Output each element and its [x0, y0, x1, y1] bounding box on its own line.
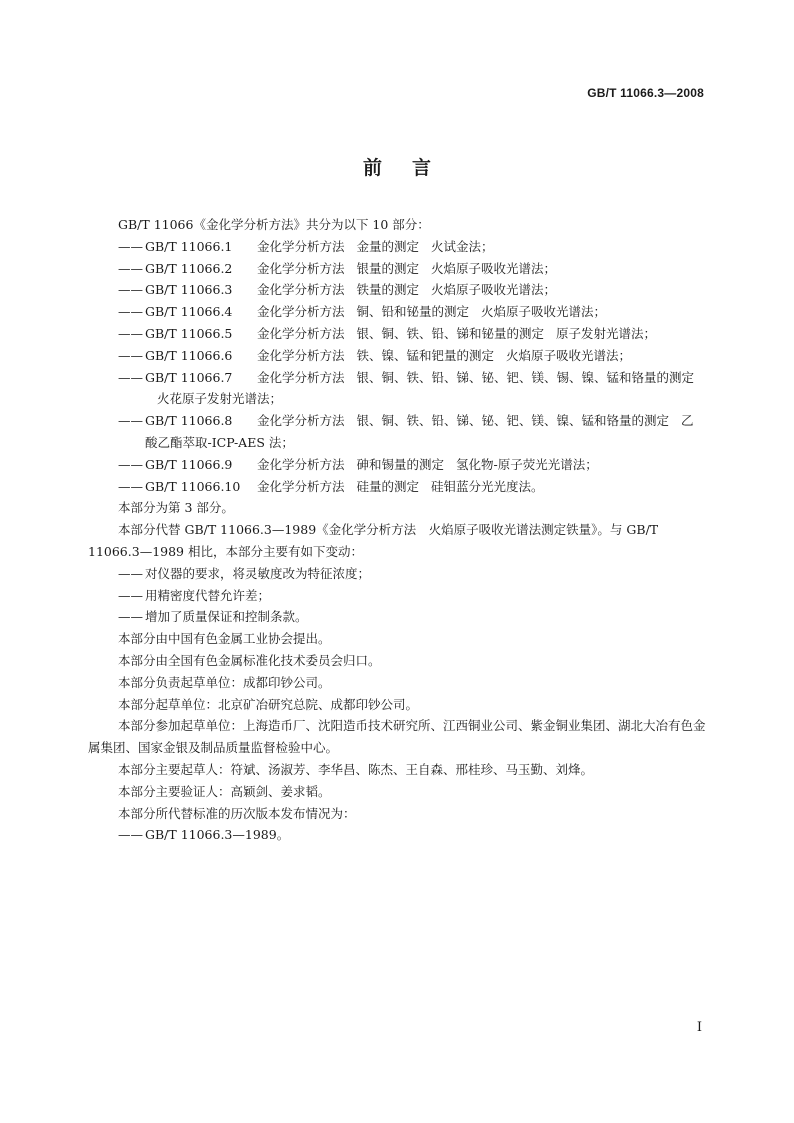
part-ref: GB/T 11066.8	[145, 413, 233, 429]
part-method: 火焰原子吸收光谱法；	[506, 347, 632, 363]
part-method: 火焰原子吸收光谱法；	[431, 282, 557, 298]
part-item: 铜、铅和铋量的测定	[356, 304, 470, 320]
part-ref: GB/T 11066.4	[145, 304, 233, 320]
body-paragraph: 本部分主要验证人：高颖剑、姜求韬。	[118, 783, 331, 799]
intro-paragraph: GB/T 11066《金化学分析方法》共分为以下 10 部分：	[118, 217, 430, 232]
part-method: 火焰原子吸收光谱法；	[431, 260, 557, 276]
part-name: 金化学分析方法	[257, 369, 345, 385]
part-name: 金化学分析方法	[257, 413, 345, 429]
part-text	[118, 301, 706, 323]
part-item: 银、铜、铁、铅、锑、铋、钯、镁、镍、锰和铬量的测定	[356, 413, 670, 429]
part-ref: GB/T 11066.5	[145, 325, 233, 341]
dash-mark: ——	[118, 347, 143, 363]
dash-mark: ——	[118, 478, 143, 494]
part-name: 金化学分析方法	[257, 478, 345, 494]
body-paragraph: 本部分起草单位：北京矿冶研究总院、成都印钞公司。	[118, 696, 419, 712]
part-name: 金化学分析方法	[257, 282, 345, 298]
part-text	[118, 345, 706, 367]
part-method: 氢化物-原子荧光光谱法；	[456, 456, 598, 472]
part-text	[118, 236, 706, 258]
part-ref: GB/T 11066.2	[145, 260, 233, 276]
part-method: 原子发射光谱法；	[556, 325, 657, 341]
part-ref: GB/T 11066.1	[145, 238, 233, 254]
body-paragraph: 本部分由中国有色金属工业协会提出。	[118, 631, 331, 647]
part-method: 乙酸乙酯萃取-ICP-AES 法；	[145, 413, 694, 450]
history-item	[88, 824, 706, 846]
part-method: 火试金法；	[431, 238, 494, 254]
part-name: 金化学分析方法	[257, 260, 345, 276]
dash-mark: ——	[118, 609, 143, 625]
body-paragraph: 本部分所代替标准的历次版本发布情况为：	[118, 805, 356, 821]
part-text	[118, 476, 706, 498]
changes-list	[88, 563, 706, 628]
part-item: 铁量的测定	[356, 282, 420, 298]
page-number: I	[696, 1020, 702, 1035]
part-list-item	[88, 454, 706, 476]
part-ref: GB/T 11066.9	[145, 456, 233, 472]
body-paragraph: 本部分由全国有色金属标准化技术委员会归口。	[118, 652, 381, 668]
dash-mark: ——	[118, 238, 143, 254]
part-method: 火焰原子吸收光谱法；	[481, 304, 607, 320]
part-ref: GB/T 11066.10	[145, 478, 241, 494]
part-name: 金化学分析方法	[257, 456, 345, 472]
part-list-item	[88, 410, 706, 454]
change-item	[88, 606, 706, 628]
part-list-item	[88, 345, 706, 367]
part-list-item	[88, 258, 706, 280]
dash-mark: ——	[118, 587, 143, 603]
part-method: 硅钼蓝分光光度法。	[431, 478, 544, 494]
change-text: 用精密度代替允许差；	[145, 587, 271, 603]
parts-list	[88, 236, 706, 498]
body-paragraph: 本部分主要起草人：符斌、汤淑芳、李华昌、陈杰、王自森、邢桂珍、马玉勤、刘烽。	[118, 761, 594, 777]
dash-mark: ——	[118, 304, 143, 320]
history-list	[88, 824, 706, 846]
part-ref: GB/T 11066.7	[145, 369, 233, 385]
dash-mark: ——	[118, 413, 143, 429]
part-name: 金化学分析方法	[257, 347, 345, 363]
dash-mark: ——	[118, 325, 143, 341]
part-method: 火花原子发射光谱法；	[157, 391, 283, 407]
change-text: 增加了质量保证和控制条款。	[145, 609, 308, 625]
change-item	[88, 585, 706, 607]
part-item: 银量的测定	[356, 260, 420, 276]
part-list-item	[88, 367, 706, 411]
history-text: GB/T 11066.3—1989。	[145, 827, 290, 843]
part-list-item	[88, 476, 706, 498]
part-list-item	[88, 323, 706, 345]
foreword-body	[88, 214, 706, 846]
part-text	[118, 410, 706, 454]
paragraph-list	[88, 628, 706, 824]
part-text	[118, 279, 706, 301]
dash-mark: ——	[118, 260, 143, 276]
part-list-item	[88, 301, 706, 323]
dash-mark: ——	[118, 565, 143, 581]
change-item	[88, 563, 706, 585]
part-text	[118, 258, 706, 280]
part-ref: GB/T 11066.6	[145, 347, 233, 363]
part-item: 硅量的测定	[356, 478, 420, 494]
part-list-item	[88, 279, 706, 301]
part-item: 铁、镍、锰和钯量的测定	[356, 347, 495, 363]
dash-mark: ——	[118, 827, 143, 843]
part-name: 金化学分析方法	[257, 238, 345, 254]
part-item: 银、铜、铁、铅、锑、铋、钯、镁、锡、镍、锰和铬量的测定	[356, 369, 695, 385]
body-paragraph: 本部分负责起草单位：成都印钞公司。	[118, 674, 331, 690]
replace-paragraph: 本部分代替 GB/T 11066.3—1989《金化学分析方法 火焰原子吸收光谱法测定铁量》。与 GB/T 11066.3—1989 相比，本部分主要有如下变动：	[88, 522, 659, 559]
part-item: 银、铜、铁、铅、锑和铋量的测定	[356, 325, 545, 341]
header-standard-code: GB/T 11066.3—2008	[587, 86, 704, 100]
part-ref: GB/T 11066.3	[145, 282, 233, 298]
part-text	[118, 323, 706, 345]
part-item: 金量的测定	[356, 238, 420, 254]
body-paragraph: 本部分参加起草单位：上海造币厂、沈阳造币技术研究所、江西铜业公司、紫金铜业集团、湖北大冶有色金属集团、国家金银及制品质量监督检验中心。	[88, 718, 706, 756]
dash-mark: ——	[118, 456, 143, 472]
part-name: 金化学分析方法	[257, 325, 345, 341]
dash-mark: ——	[118, 369, 143, 385]
part-text	[118, 367, 706, 411]
this-part-paragraph: 本部分为第 3 部分。	[118, 500, 234, 516]
part-text	[118, 454, 706, 476]
part-item: 砷和锡量的测定	[356, 456, 445, 472]
part-name: 金化学分析方法	[257, 304, 345, 320]
part-list-item	[88, 236, 706, 258]
dash-mark: ——	[118, 282, 143, 298]
page-title: 前言	[362, 157, 461, 179]
change-text: 对仪器的要求，将灵敏度改为特征浓度；	[145, 565, 371, 581]
